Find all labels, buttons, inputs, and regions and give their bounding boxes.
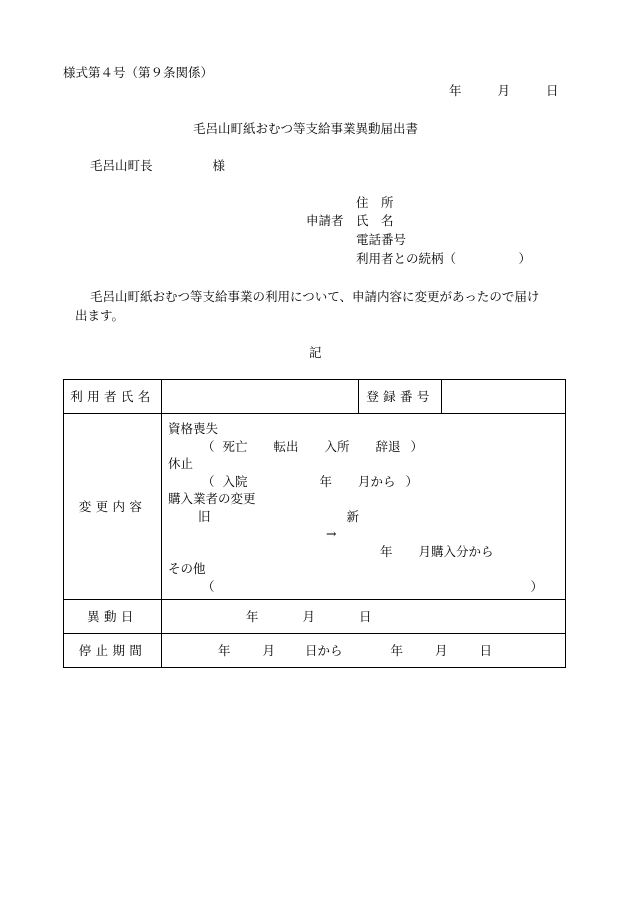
applicant-name-label: 氏 名 [356,213,394,228]
other-change: その他 [168,561,206,576]
addressee [90,157,225,175]
stop-start-year: 年 [218,642,231,658]
vendor-old-new [168,508,565,526]
other-details [168,578,565,596]
date-day: 日 [545,83,559,98]
notification-table [63,379,566,668]
submission-date-line [449,82,558,100]
registration-number-label: 登録番号 [359,380,442,414]
suspension-month-from: 月から [358,473,396,489]
suspension-hospitalization: 入院 [222,473,248,489]
suspension-details [168,473,565,491]
change-date-month: 月 [302,608,316,624]
applicant-role-label: 申請者 [306,213,344,228]
body-text-line-1: 毛呂山町紙おむつ等支給事業の利用について、申請内容に変更があったので届け [90,289,540,304]
change-date-field[interactable] [162,600,566,634]
loss-option-withdrawal: 辞退 [375,438,401,454]
ki-heading: 記 [309,345,322,360]
body-text-line-2: 出ます。 [75,308,125,323]
date-month: 月 [497,83,510,98]
date-year: 年 [449,83,462,98]
suspension-open-paren: （ [202,473,215,489]
addressee-name: 毛呂山町長 [90,158,153,173]
vendor-arrow: → [326,526,337,541]
change-content-cell[interactable] [162,414,566,600]
addressee-honorific: 様 [212,158,225,173]
stop-period-field[interactable] [162,634,566,668]
registration-number-field[interactable] [442,380,566,414]
applicant-address-label: 住 所 [356,195,394,210]
vendor-arrow-line [168,525,565,543]
suspension-year: 年 [319,473,333,489]
stop-start-day-from: 日から [305,642,343,658]
stop-end-month: 月 [435,642,448,658]
stop-end-year: 年 [390,642,404,658]
change-date-year: 年 [246,608,259,624]
form-number: 様式第４号（第９条関係） [63,65,214,80]
change-content-label: 変更内容 [64,414,162,600]
user-name-field[interactable] [162,380,359,414]
applicant-relation-label: 利用者との続柄（ ） [356,251,532,266]
loss-options [168,438,565,456]
other-close-paren: ） [530,578,544,594]
loss-option-move-out: 転出 [273,438,299,454]
vendor-effective-line [168,543,565,561]
applicant-phone-label: 電話番号 [356,232,407,247]
loss-open-paren: （ [202,438,215,454]
suspension-close-paren: ） [405,473,419,489]
change-date-label: 異動日 [64,600,162,634]
user-name-label: 利用者氏名 [64,380,162,414]
loss-of-eligibility: 資格喪失 [168,421,219,436]
change-date-day: 日 [359,608,372,624]
vendor-month-from: 月購入分から [418,543,494,559]
stop-period-label: 停止期間 [64,634,162,668]
suspension: 休止 [168,456,194,471]
vendor-year: 年 [380,543,393,559]
document-title: 毛呂山町紙おむつ等支給事業異動届出書 [193,121,419,136]
vendor-new-label: 新 [346,508,360,524]
vendor-old-label: 旧 [198,508,211,524]
vendor-change: 購入業者の変更 [168,491,256,506]
stop-end-day: 日 [479,642,493,658]
loss-option-admission: 入所 [324,438,350,454]
loss-option-death: 死亡 [222,438,248,454]
loss-close-paren: ） [410,438,424,454]
other-open-paren: （ [202,578,215,594]
stop-start-month: 月 [262,642,276,658]
